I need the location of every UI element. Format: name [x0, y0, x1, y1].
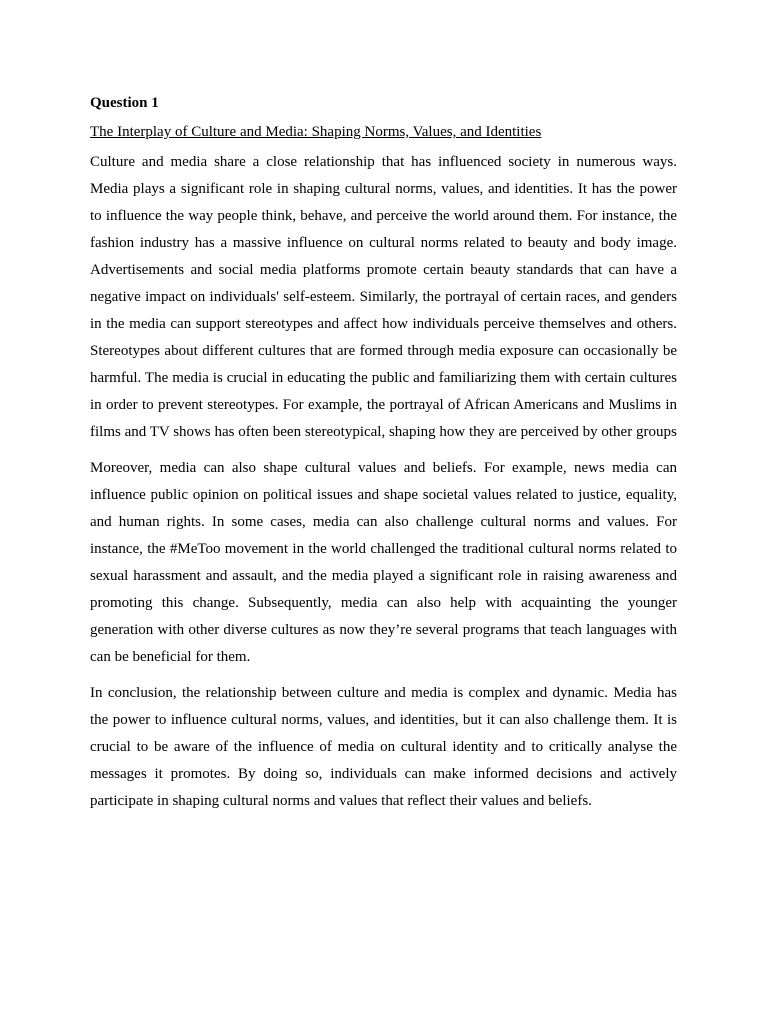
body-paragraph-1: Culture and media share a close relationship that has influenced society in numerous ways. Media plays a significant role in shaping cultural norms, values, and identities. It has the power to influence the way people think, behave, and perceive the world around them. For instance, the fashion industry has a massive influence on cultural norms related to beauty and body image. Advertisements and social media platforms promote certain beauty standards that can have a negative impact on individuals' self-esteem. Similarly, the portrayal of certain races, and genders in the media can support stereotypes and affect how individuals perceive themselves and others. Stereotypes about different cultures that are formed through media exposure can occasionally be harmful. The media is crucial in educating the public and familiarizing them with certain cultures in order to prevent stereotypes. For example, the portrayal of African Americans and Muslims in films and TV shows has often been stereotypical, shaping how they are perceived by other groups	[90, 154, 677, 440]
body-paragraph-3: In conclusion, the relationship between culture and media is complex and dynamic. Media has the power to influence cultural norms, values, and identities, but it can also challenge them. It is crucial to be aware of the influence of media on cultural identity and to critically analyse the messages it promotes. By doing so, individuals can make informed decisions and actively participate in shaping cultural norms and values that reflect their values and beliefs.	[90, 685, 677, 809]
essay-title: The Interplay of Culture and Media: Shaping Norms, Values, and Identities	[90, 124, 542, 140]
body-paragraph-2: Moreover, media can also shape cultural values and beliefs. For example, news media can influence public opinion on political issues and shape societal values related to justice, equality, and human rights. In some cases, media can also challenge cultural norms and values. For instance, the #MeToo movement in the world challenged the traditional cultural norms related to sexual harassment and assault, and the media played a significant role in raising awareness and promoting this change. Subsequently, media can also help with acquainting the younger generation with other diverse cultures as now they’re several programs that teach languages with can be beneficial for them.	[90, 460, 677, 665]
question-heading: Question 1	[90, 95, 159, 111]
document-body	[90, 92, 677, 824]
